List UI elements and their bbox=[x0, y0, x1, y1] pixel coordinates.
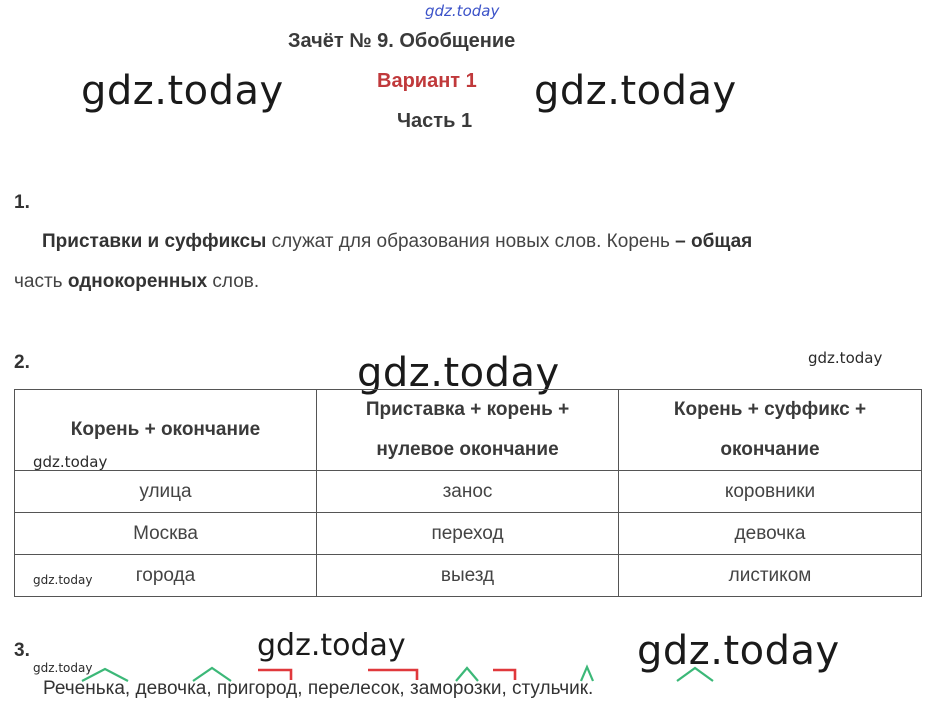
watermark-right: gdz.today bbox=[534, 68, 737, 114]
watermark-middle: gdz.today bbox=[357, 350, 560, 396]
suffix-mark-5 bbox=[677, 668, 713, 681]
task1-text-1: служат для образования новых слов. Корень bbox=[266, 231, 676, 252]
watermark-left: gdz.today bbox=[81, 68, 284, 114]
watermark-table-2: gdz.today bbox=[33, 573, 93, 587]
part-label: Часть 1 bbox=[397, 110, 473, 132]
header-prefix-root-null-line2: нулевое окончание bbox=[376, 439, 559, 460]
task3-sentence: Реченька, девочка, пригород, перелесок, заморозки, стульчик. bbox=[43, 678, 594, 699]
watermark-task3-mid: gdz.today bbox=[257, 628, 406, 663]
watermark-table-1: gdz.today bbox=[33, 453, 108, 471]
table-cell: Москва bbox=[15, 513, 317, 555]
task1-number: 1. bbox=[14, 192, 30, 213]
table-cell: переход bbox=[317, 513, 619, 555]
watermark-task3-right: gdz.today bbox=[637, 628, 840, 674]
table-cell: девочка bbox=[619, 513, 922, 555]
header-root-suffix-ending-line2: окончание bbox=[720, 439, 820, 460]
table-cell: улица bbox=[15, 471, 317, 513]
table-cell: выезд bbox=[317, 555, 619, 597]
header-root-suffix-ending-line1: Корень + суффикс + bbox=[673, 399, 867, 420]
task1-bold-prefixes-suffixes: Приставки и суффиксы bbox=[42, 231, 267, 252]
task2-number: 2. bbox=[14, 352, 30, 373]
watermark-top: gdz.today bbox=[425, 2, 500, 20]
task1-bold-cognate: однокоренных bbox=[67, 271, 208, 292]
header-root-ending-line1: Корень + окончание bbox=[70, 419, 261, 440]
task3-number: 3. bbox=[14, 640, 30, 661]
task1-text-3: слов. bbox=[207, 271, 260, 292]
header-prefix-root-null-line1: Приставка + корень + bbox=[365, 399, 570, 420]
table-cell: города bbox=[15, 555, 317, 597]
page-title: Зачёт № 9. Обобщение bbox=[288, 30, 516, 52]
table-cell: листиком bbox=[619, 555, 922, 597]
task1-text-2: часть bbox=[14, 271, 68, 292]
table-cell: коровники bbox=[619, 471, 922, 513]
variant-label: Вариант 1 bbox=[377, 70, 477, 92]
watermark-small-right: gdz.today bbox=[808, 349, 883, 367]
table-cell: занос bbox=[317, 471, 619, 513]
task1-bold-common: – общая bbox=[675, 231, 753, 252]
watermark-task3-small: gdz.today bbox=[33, 661, 93, 675]
